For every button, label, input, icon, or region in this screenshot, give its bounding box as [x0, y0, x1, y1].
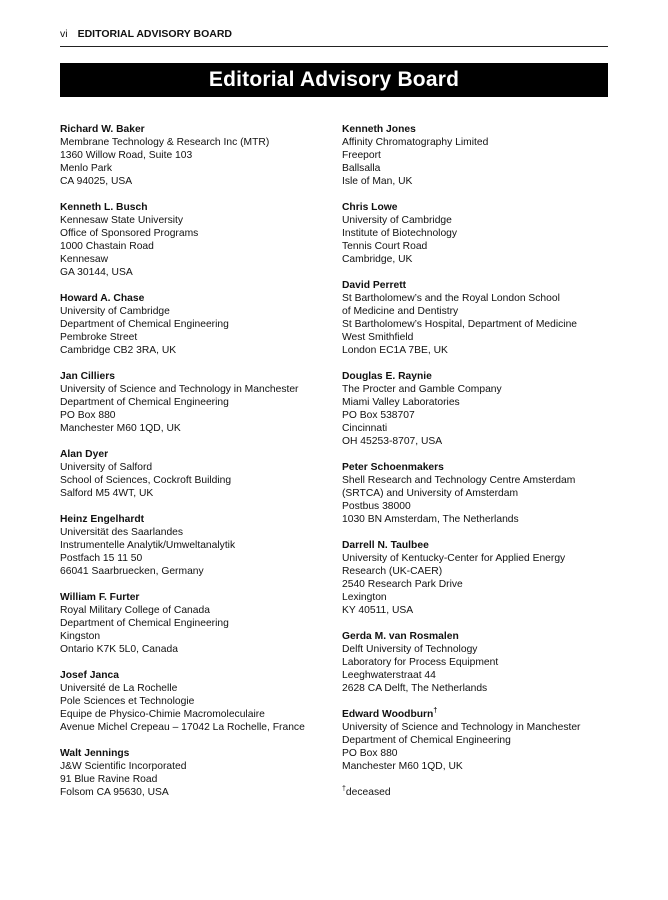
address-line: University of Science and Technology in Manchester: [60, 384, 299, 395]
page-title: Editorial Advisory Board: [208, 68, 460, 91]
address-line: OH 45253-8707, USA: [342, 436, 443, 447]
address-line: Cambridge CB2 3RA, UK: [60, 345, 177, 356]
address-line: Universität des Saarlandes: [60, 527, 184, 538]
address-line: J&W Scientific Incorporated: [60, 761, 187, 772]
address-line: Tennis Court Road: [342, 241, 428, 252]
member-name: Peter Schoenmakers: [342, 462, 444, 473]
address-line: Shell Research and Technology Centre Amsterdam: [342, 475, 576, 486]
address-line: School of Sciences, Cockroft Building: [60, 475, 232, 486]
address-line: Avenue Michel Crepeau – 17042 La Rochelle, France: [60, 722, 305, 733]
address-line: 2628 CA Delft, The Netherlands: [342, 683, 488, 694]
board-member-entry: [342, 708, 608, 773]
address-line: University of Cambridge: [342, 215, 452, 226]
board-member-entry: [342, 461, 608, 526]
running-title: EDITORIAL ADVISORY BOARD: [77, 28, 233, 40]
board-member-entry: [60, 370, 330, 435]
member-name: Kenneth Jones: [342, 124, 416, 135]
address-line: Research (UK-CAER): [342, 566, 443, 577]
address-line: 2540 Research Park Drive: [342, 579, 463, 590]
address-line: St Bartholomew’s and the Royal London School: [342, 293, 560, 304]
address-line: Laboratory for Process Equipment: [342, 657, 499, 668]
member-name: Gerda M. van Rosmalen: [342, 631, 459, 642]
board-member-entry: [60, 591, 330, 656]
address-line: Membrane Technology & Research Inc (MTR): [60, 137, 270, 148]
left-column: [60, 123, 330, 812]
address-line: University of Kentucky-Center for Applied Energy: [342, 553, 566, 564]
address-line: Menlo Park: [60, 163, 113, 174]
board-member-entry: [342, 279, 608, 357]
footnote: [342, 786, 608, 799]
address-line: PO Box 880: [342, 748, 398, 759]
address-line: Department of Chemical Engineering: [342, 735, 511, 746]
address-line: 1030 BN Amsterdam, The Netherlands: [342, 514, 519, 525]
address-line: University of Salford: [60, 462, 153, 473]
address-line: Kingston: [60, 631, 101, 642]
address-line: Freeport: [342, 150, 381, 161]
member-name: Heinz Engelhardt: [60, 514, 145, 525]
address-line: Pole Sciences et Technologie: [60, 696, 195, 707]
address-line: Instrumentelle Analytik/Umweltanalytik: [60, 540, 236, 551]
address-line: Equipe de Physico-Chimie Macromoleculaire: [60, 709, 265, 720]
address-line: Lexington: [342, 592, 387, 603]
member-name: Josef Janca: [60, 670, 119, 681]
board-member-entry: [60, 448, 330, 500]
member-name: Edward Woodburn†: [342, 707, 438, 720]
address-line: London EC1A 7BE, UK: [342, 345, 448, 356]
address-line: Manchester M60 1QD, UK: [60, 423, 181, 434]
member-name: Chris Lowe: [342, 202, 398, 213]
board-member-entry: [60, 747, 330, 799]
member-name: Richard W. Baker: [60, 124, 145, 135]
member-name: Douglas E. Raynie: [342, 371, 432, 382]
right-column: [342, 123, 608, 799]
address-line: (SRTCA) and University of Amsterdam: [342, 488, 519, 499]
board-member-entry: [342, 630, 608, 695]
member-name: Alan Dyer: [60, 449, 109, 460]
address-line: Department of Chemical Engineering: [60, 618, 229, 629]
board-member-entry: [60, 669, 330, 734]
address-line: Université de La Rochelle: [60, 683, 178, 694]
address-line: PO Box 538707: [342, 410, 415, 421]
address-line: Folsom CA 95630, USA: [60, 787, 169, 798]
address-line: University of Science and Technology in Manchester: [342, 722, 581, 733]
address-line: 1360 Willow Road, Suite 103: [60, 150, 193, 161]
address-line: Salford M5 4WT, UK: [60, 488, 154, 499]
board-member-entry: [342, 123, 608, 188]
address-line: Cambridge, UK: [342, 254, 413, 265]
board-member-entry: [342, 370, 608, 448]
board-member-entry: [60, 513, 330, 578]
page-number: vi: [60, 28, 68, 40]
address-line: CA 94025, USA: [60, 176, 133, 187]
address-line: Pembroke Street: [60, 332, 138, 343]
address-line: Ballsalla: [342, 163, 381, 174]
board-member-entry: [60, 292, 330, 357]
address-line: Royal Military College of Canada: [60, 605, 210, 616]
board-member-entry: [342, 201, 608, 266]
address-line: University of Cambridge: [60, 306, 170, 317]
address-line: 1000 Chastain Road: [60, 241, 154, 252]
address-line: Institute of Biotechnology: [342, 228, 458, 239]
address-line: West Smithfield: [342, 332, 414, 343]
address-line: KY 40511, USA: [342, 605, 414, 616]
address-line: The Procter and Gamble Company: [342, 384, 502, 395]
address-line: of Medicine and Dentistry: [342, 306, 459, 317]
running-header: [60, 28, 608, 47]
board-member-entry: [342, 539, 608, 617]
address-line: Ontario K7K 5L0, Canada: [60, 644, 178, 655]
address-line: Miami Valley Laboratories: [342, 397, 460, 408]
address-line: Cincinnati: [342, 423, 388, 434]
address-line: Leeghwaterstraat 44: [342, 670, 436, 681]
member-name: Kenneth L. Busch: [60, 202, 148, 213]
address-line: GA 30144, USA: [60, 267, 133, 278]
member-name: Darrell N. Taulbee: [342, 540, 429, 551]
address-line: PO Box 880: [60, 410, 116, 421]
address-line: Postfach 15 11 50: [60, 553, 143, 564]
address-line: Isle of Man, UK: [342, 176, 413, 187]
member-name: William F. Furter: [60, 592, 140, 603]
address-line: 91 Blue Ravine Road: [60, 774, 158, 785]
address-line: Kennesaw State University: [60, 215, 184, 226]
footnote-text: deceased: [345, 787, 391, 798]
member-name: David Perrett: [342, 280, 407, 291]
board-member-entry: [60, 123, 330, 188]
deceased-mark: †: [433, 707, 438, 715]
address-line: St Bartholomew’s Hospital, Department of Medicine: [342, 319, 578, 330]
address-line: Postbus 38000: [342, 501, 411, 512]
member-name: Jan Cilliers: [60, 371, 115, 382]
address-line: 66041 Saarbruecken, Germany: [60, 566, 204, 577]
address-line: Department of Chemical Engineering: [60, 319, 229, 330]
address-line: Office of Sponsored Programs: [60, 228, 199, 239]
address-line: Manchester M60 1QD, UK: [342, 761, 463, 772]
address-line: Kennesaw: [60, 254, 109, 265]
address-line: Affinity Chromatography Limited: [342, 137, 489, 148]
footnote-mark: †: [342, 785, 346, 793]
member-name: Howard A. Chase: [60, 293, 145, 304]
address-line: Delft University of Technology: [342, 644, 478, 655]
member-name: Walt Jennings: [60, 748, 130, 759]
address-line: Department of Chemical Engineering: [60, 397, 229, 408]
board-member-entry: [60, 201, 330, 279]
page-title-banner: [60, 63, 608, 97]
